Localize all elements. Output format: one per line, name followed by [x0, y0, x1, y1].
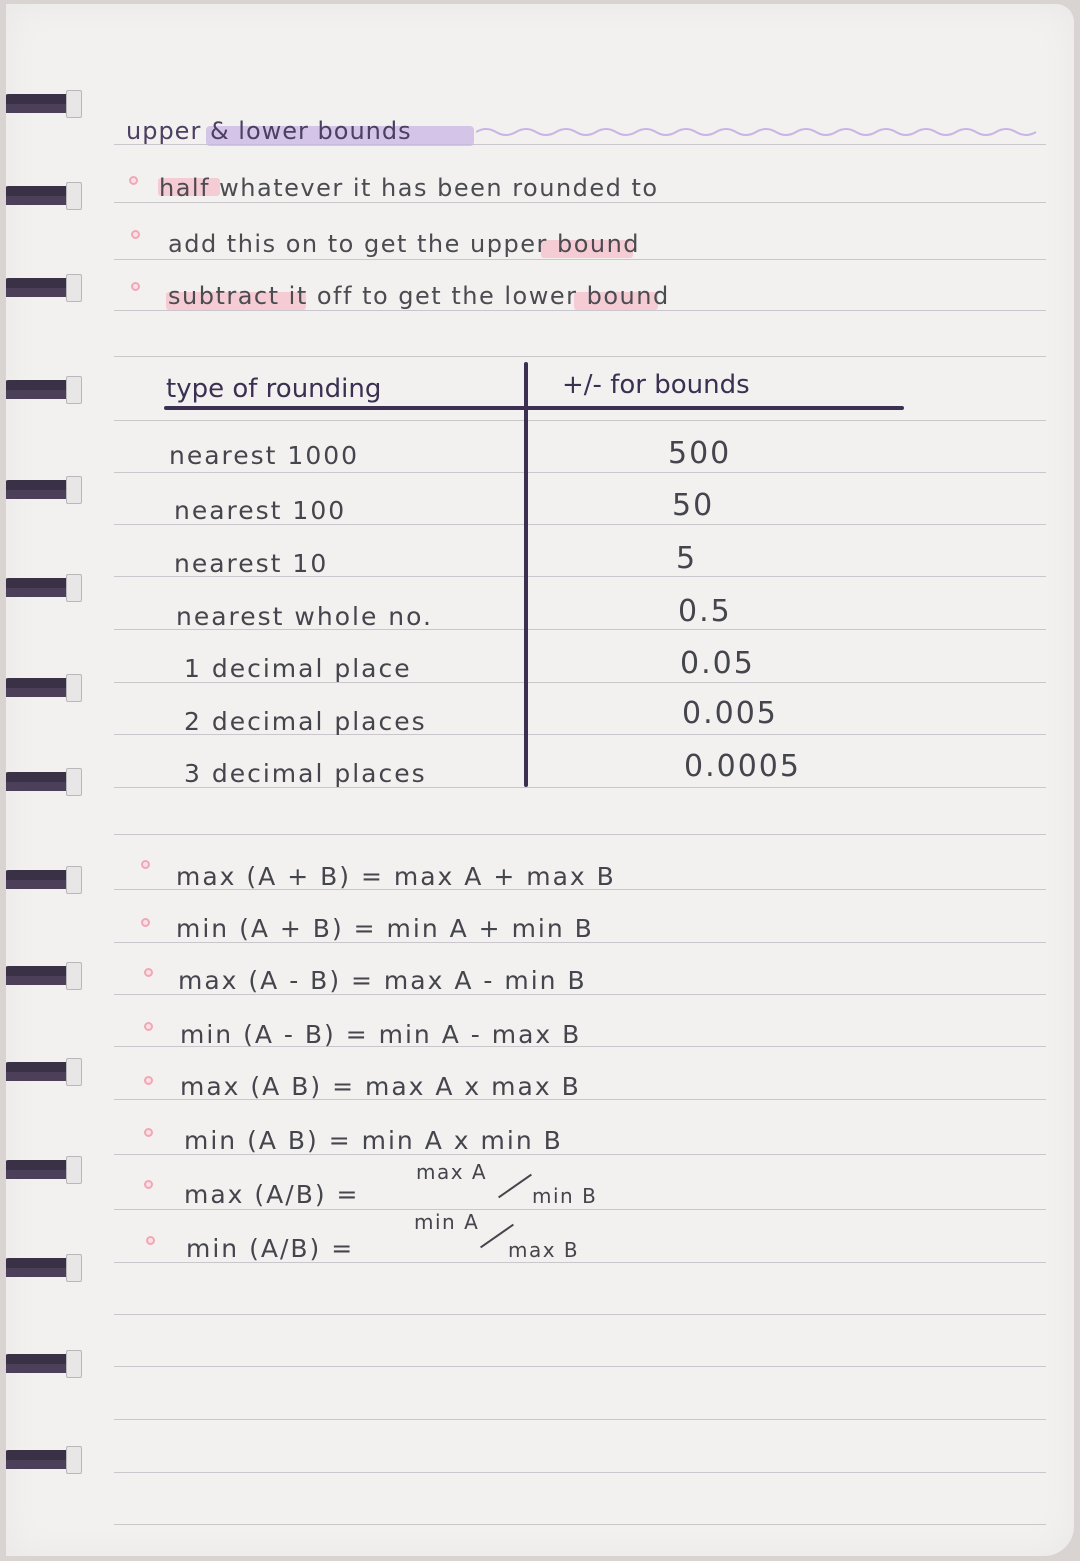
table-row-type: 1 decimal place	[184, 654, 412, 683]
bullet-dot	[131, 282, 140, 291]
spiral-ring	[6, 1446, 98, 1472]
notebook-page	[6, 4, 1074, 1556]
bullet-dot	[144, 968, 153, 977]
bullet-dot	[144, 1022, 153, 1031]
fraction-slash	[498, 1174, 532, 1199]
bullet-dot	[144, 1180, 153, 1189]
spiral-ring	[6, 1058, 98, 1084]
fraction-numerator: min A	[414, 1210, 480, 1234]
table-header-rounding: type of rounding	[166, 374, 382, 404]
ruled-line	[114, 1524, 1046, 1525]
table-row-type: nearest 100	[174, 496, 347, 525]
ruled-line	[114, 1314, 1046, 1315]
ruled-line	[114, 472, 1046, 473]
ruled-line	[114, 420, 1046, 421]
table-row-value: 0.5	[678, 594, 732, 629]
formula-line: min (A - B) = min A - max B	[180, 1020, 582, 1049]
fraction-denominator: max B	[508, 1238, 580, 1262]
ruled-line	[114, 1419, 1046, 1420]
ruled-line	[114, 1366, 1046, 1367]
spiral-ring	[6, 768, 98, 794]
fraction-denominator: min B	[532, 1184, 598, 1208]
table-divider-horizontal	[164, 406, 904, 410]
table-row-type: 2 decimal places	[184, 707, 427, 736]
bullet-dot	[144, 1128, 153, 1137]
formula-line: max (A - B) = max A - min B	[178, 966, 587, 995]
fraction-numerator: max A	[416, 1160, 488, 1184]
fraction-formula-lhs: min (A/B) =	[186, 1234, 355, 1263]
spiral-ring	[6, 962, 98, 988]
ruled-line	[114, 356, 1046, 357]
ruled-line	[114, 1472, 1046, 1473]
table-row-type: 3 decimal places	[184, 759, 427, 788]
spiral-ring	[6, 574, 98, 600]
intro-point-2: add this on to get the upper bound	[168, 230, 641, 258]
spiral-ring	[6, 476, 98, 502]
spiral-ring	[6, 182, 98, 208]
table-row-value: 0.05	[680, 646, 755, 681]
ruled-line	[114, 259, 1046, 260]
ruled-line	[114, 834, 1046, 835]
bullet-dot	[131, 230, 140, 239]
page-title: upper & lower bounds	[126, 117, 412, 145]
bullet-dot	[144, 1076, 153, 1085]
title-wavy-underline	[476, 124, 1046, 140]
spiral-ring	[6, 274, 98, 300]
spiral-ring	[6, 674, 98, 700]
table-row-value: 0.0005	[684, 749, 801, 784]
spiral-ring	[6, 90, 98, 116]
table-header-bounds: +/- for bounds	[562, 370, 750, 400]
formula-line: max (A B) = max A x max B	[180, 1072, 581, 1101]
fraction-formula-lhs: max (A/B) =	[184, 1180, 360, 1209]
bullet-dot	[141, 860, 150, 869]
table-row-value: 500	[668, 436, 732, 471]
table-divider-vertical	[524, 362, 528, 787]
spiral-ring	[6, 866, 98, 892]
spiral-ring	[6, 1350, 98, 1376]
bullet-dot	[141, 918, 150, 927]
spiral-ring	[6, 1156, 98, 1182]
intro-point-3: subtract it off to get the lower bound	[168, 282, 670, 310]
bullet-dot	[129, 176, 138, 185]
table-row-type: nearest whole no.	[176, 602, 433, 631]
table-row-type: nearest 10	[174, 549, 329, 578]
table-row-type: nearest 1000	[169, 441, 360, 470]
ruled-line	[114, 310, 1046, 311]
formula-line: min (A + B) = min A + min B	[176, 914, 594, 943]
intro-point-1: half whatever it has been rounded to	[159, 174, 659, 202]
spiral-ring	[6, 376, 98, 402]
ruled-line	[114, 202, 1046, 203]
table-row-value: 5	[676, 541, 698, 576]
ruled-line	[114, 1209, 1046, 1210]
spiral-ring	[6, 1254, 98, 1280]
table-row-value: 0.005	[682, 696, 778, 731]
formula-line: max (A + B) = max A + max B	[176, 862, 616, 891]
formula-line: min (A B) = min A x min B	[184, 1126, 563, 1155]
bullet-dot	[146, 1236, 155, 1245]
table-row-value: 50	[672, 488, 715, 523]
